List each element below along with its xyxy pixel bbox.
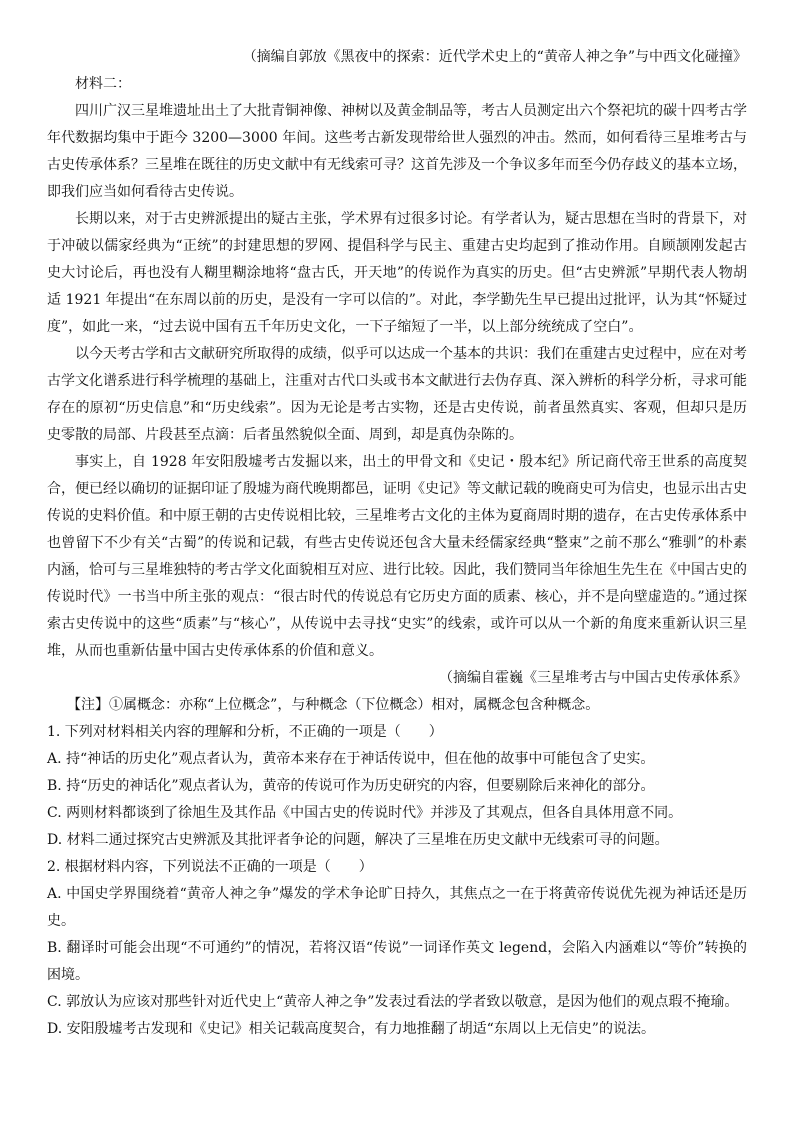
question-1	[47, 719, 747, 854]
option-c: C. 郭放认为应该对那些针对近代史上“黄帝人神之争”发表过看法的学者致以敬意，是因为他们的观点瑕不掩瑜。	[47, 994, 739, 1010]
option-a: A. 中国史学界围绕着“黄帝人神之争”爆发的学术争论旷日持久，其焦点之一在于将黄帝传说优先视为神话还是历史。	[47, 886, 747, 929]
source-citation-2: （摘编自霍巍《三星堆考古与中国古史传承体系》	[439, 670, 747, 686]
question-2	[47, 854, 747, 1043]
option-c: C. 两则材料都谈到了徐旭生及其作品《中国古史的传说时代》并涉及了其观点，但各自具体用意不同。	[47, 805, 683, 821]
option-b: B. 翻译时可能会出现“不可通约”的情况，若将汉语“传说”一词译作英文 legend，会陷入内涵难以“等价”转换的困境。	[47, 940, 747, 983]
question-stem: 1. 下列对材料相关内容的理解和分析，不正确的一项是（ ）	[47, 724, 443, 740]
source-citation-1: （摘编自郭放《黑夜中的探索：近代学术史上的“黄帝人神之争”与中西文化碰撞》	[242, 49, 747, 65]
material-2-label: 材料二：	[75, 76, 131, 92]
option-b: B. 持“历史的神话化”观点者认为，黄帝的传说可作为历史研究的内容，但要剔除后来神化的部分。	[47, 778, 655, 794]
option-d: D. 材料二通过探究古史辨派及其批评者争论的问题，解决了三星堆在历史文献中无线索可寻的问题。	[47, 832, 669, 848]
paragraph: 事实上，自 1928 年安阳殷墟考古发掘以来，出土的甲骨文和《史记・殷本纪》所记商代帝王世系的高度契合，便已经以确切的证据印证了殷墟为商代晚期都邑，证明《史记》等文献记载的晚商史可为信史，也显示出古史传说的史料价值。和中原王朝的古史传说相比较，三星堆考古文化的主体为夏商周时期的遗存，在古史传承体系中也曾留下不少有关“古蜀”的传说和记载，有些古史传说还包含大量未经儒家经典“整束”之前不那么“雅驯”的朴素内涵，恰可与三星堆独特的考古学文化面貌相互对应、进行比较。因此，我们赞同当年徐旭生先生在《中国古史的传说时代》一书当中所主张的观点：“很古时代的传说总有它历史方面的质素、核心，并不是向壁虚造的。”通过探索古史传说中的这些“质素”与“核心”，从传说中去寻找“史实”的线索，或许可以从一个新的角度来重新认识三星堆，从而也重新估量中国古史传承体系的价值和意义。	[47, 454, 747, 659]
paragraph: 以今天考古学和古文献研究所取得的成绩，似乎可以达成一个基本的共识：我们在重建古史过程中，应在对考古学文化谱系进行科学梳理的基础上，注重对古代口头或书本文献进行去伪存真、深入辨析的科学分析，寻求可能存在的原初“历史信息”和“历史线索”。因为无论是考古实物，还是古史传说，前者虽然真实、客观，但却只是历史零散的局部、片段甚至点滴：后者虽然貌似全面、周到，却是真伪杂陈的。	[47, 346, 747, 443]
paragraph: 长期以来，对于古史辨派提出的疑古主张，学术界有过很多讨论。有学者认为，疑古思想在当时的背景下，对于冲破以儒家经典为“正统”的封建思想的罗网、提倡科学与民主、重建古史均起到了推动作用。自顾颉刚发起古史大讨论后，再也没有人糊里糊涂地将“盘古氏，开天地”的传说作为真实的历史。但“古史辨派”早期代表人物胡适 1921 年提出“在东周以前的历史，是没有一字可以信的”。对此，李学勤先生早已提出过批评，认为其“怀疑过度”，如此一来，“过去说中国有五千年历史文化，一下子缩短了一半，以上部分统统成了空白”。	[47, 211, 747, 335]
option-d: D. 安阳殷墟考古发现和《史记》相关记载高度契合，有力地推翻了胡适“东周以上无信史”的说法。	[47, 1021, 655, 1037]
question-stem: 2. 根据材料内容，下列说法不正确的一项是（ ）	[47, 859, 373, 875]
footnote: 【注】①属概念：亦称“上位概念”，与种概念（下位概念）相对，属概念包含种概念。	[67, 697, 600, 713]
option-a: A. 持“神话的历史化”观点者认为，黄帝本来存在于神话传说中，但在他的故事中可能包含了史实。	[47, 751, 655, 767]
exam-page	[47, 44, 747, 1043]
paragraph: 四川广汉三星堆遗址出土了大批青铜神像、神树以及黄金制品等，考古人员测定出六个祭祀坑的碳十四考古学年代数据均集中于距今 3200—3000 年间。这些考古新发现带给世人强烈的冲击。然而，如何看待三星堆考古与古史传承体系？三星堆在既往的历史文献中有无线索可寻？这首先涉及一个争议多年而至今仍存歧义的基本立场，即我们应当如何看待古史传说。	[47, 103, 747, 200]
